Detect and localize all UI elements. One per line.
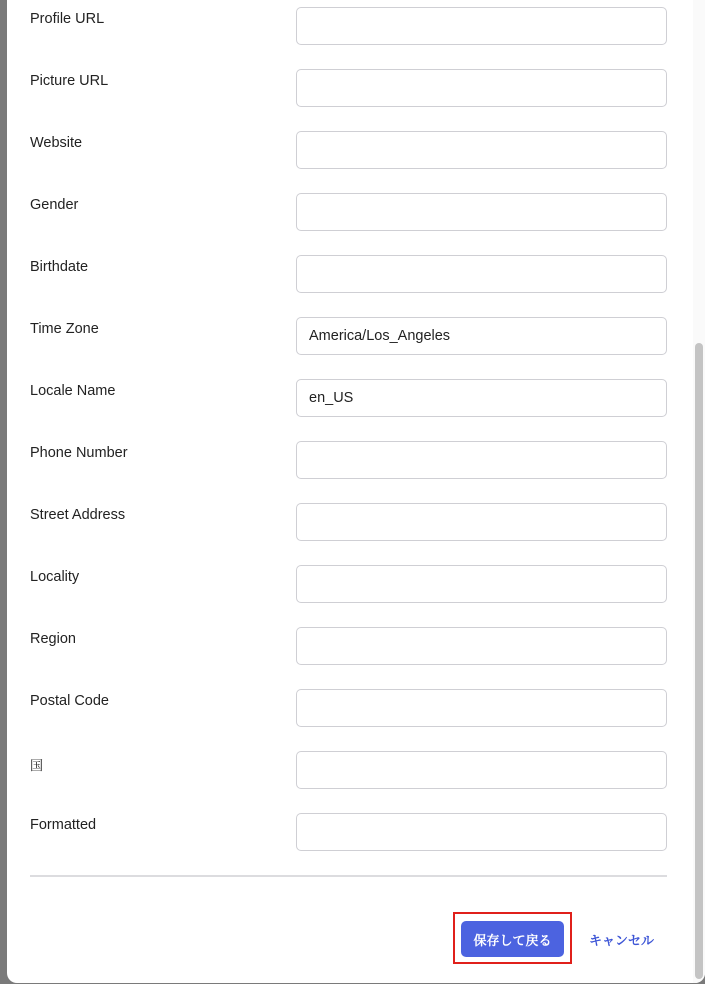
- form-row-birthdate: [7, 255, 687, 317]
- form-row-formatted: [7, 813, 687, 875]
- form-row-country: [7, 751, 687, 813]
- gender-label: Gender: [30, 197, 79, 213]
- profile-url-label: Profile URL: [30, 11, 105, 27]
- form-row-postal-code: [7, 689, 687, 751]
- country-label: 国: [30, 759, 44, 774]
- region-input[interactable]: [296, 627, 667, 665]
- cancel-button[interactable]: キャンセル: [589, 934, 655, 949]
- form-row-region: [7, 627, 687, 689]
- postal-code-input[interactable]: [296, 689, 667, 727]
- scrollbar-thumb[interactable]: [695, 343, 703, 979]
- form-row-time-zone: [7, 317, 687, 379]
- picture-url-input[interactable]: [296, 69, 667, 107]
- picture-url-label: Picture URL: [30, 73, 109, 89]
- formatted-label: Formatted: [30, 817, 97, 833]
- form-row-phone-number: [7, 441, 687, 503]
- form-row-website: [7, 131, 687, 193]
- form-row-profile-url: [7, 7, 687, 69]
- country-input[interactable]: [296, 751, 667, 789]
- region-label: Region: [30, 631, 76, 647]
- website-input[interactable]: [296, 131, 667, 169]
- locale-name-label: Locale Name: [30, 383, 116, 399]
- birthdate-label: Birthdate: [30, 259, 89, 275]
- form-row-street-address: [7, 503, 687, 565]
- street-address-label: Street Address: [30, 507, 126, 523]
- gender-input[interactable]: [296, 193, 667, 231]
- phone-number-label: Phone Number: [30, 445, 128, 461]
- time-zone-label: Time Zone: [30, 321, 99, 337]
- postal-code-label: Postal Code: [30, 693, 109, 709]
- form-row-gender: [7, 193, 687, 255]
- birthdate-input[interactable]: [296, 255, 667, 293]
- profile-url-input[interactable]: [296, 7, 667, 45]
- locality-input[interactable]: [296, 565, 667, 603]
- website-label: Website: [30, 135, 83, 151]
- locale-name-input[interactable]: [296, 379, 667, 417]
- time-zone-input[interactable]: [296, 317, 667, 355]
- phone-number-input[interactable]: [296, 441, 667, 479]
- form-row-locality: [7, 565, 687, 627]
- locality-label: Locality: [30, 569, 80, 585]
- save-and-return-button[interactable]: 保存して戻る: [461, 921, 564, 957]
- street-address-input[interactable]: [296, 503, 667, 541]
- form-row-locale-name: [7, 379, 687, 441]
- footer-divider: [30, 875, 667, 877]
- formatted-input[interactable]: [296, 813, 667, 851]
- edit-profile-modal: [7, 0, 705, 983]
- form-row-picture-url: [7, 69, 687, 131]
